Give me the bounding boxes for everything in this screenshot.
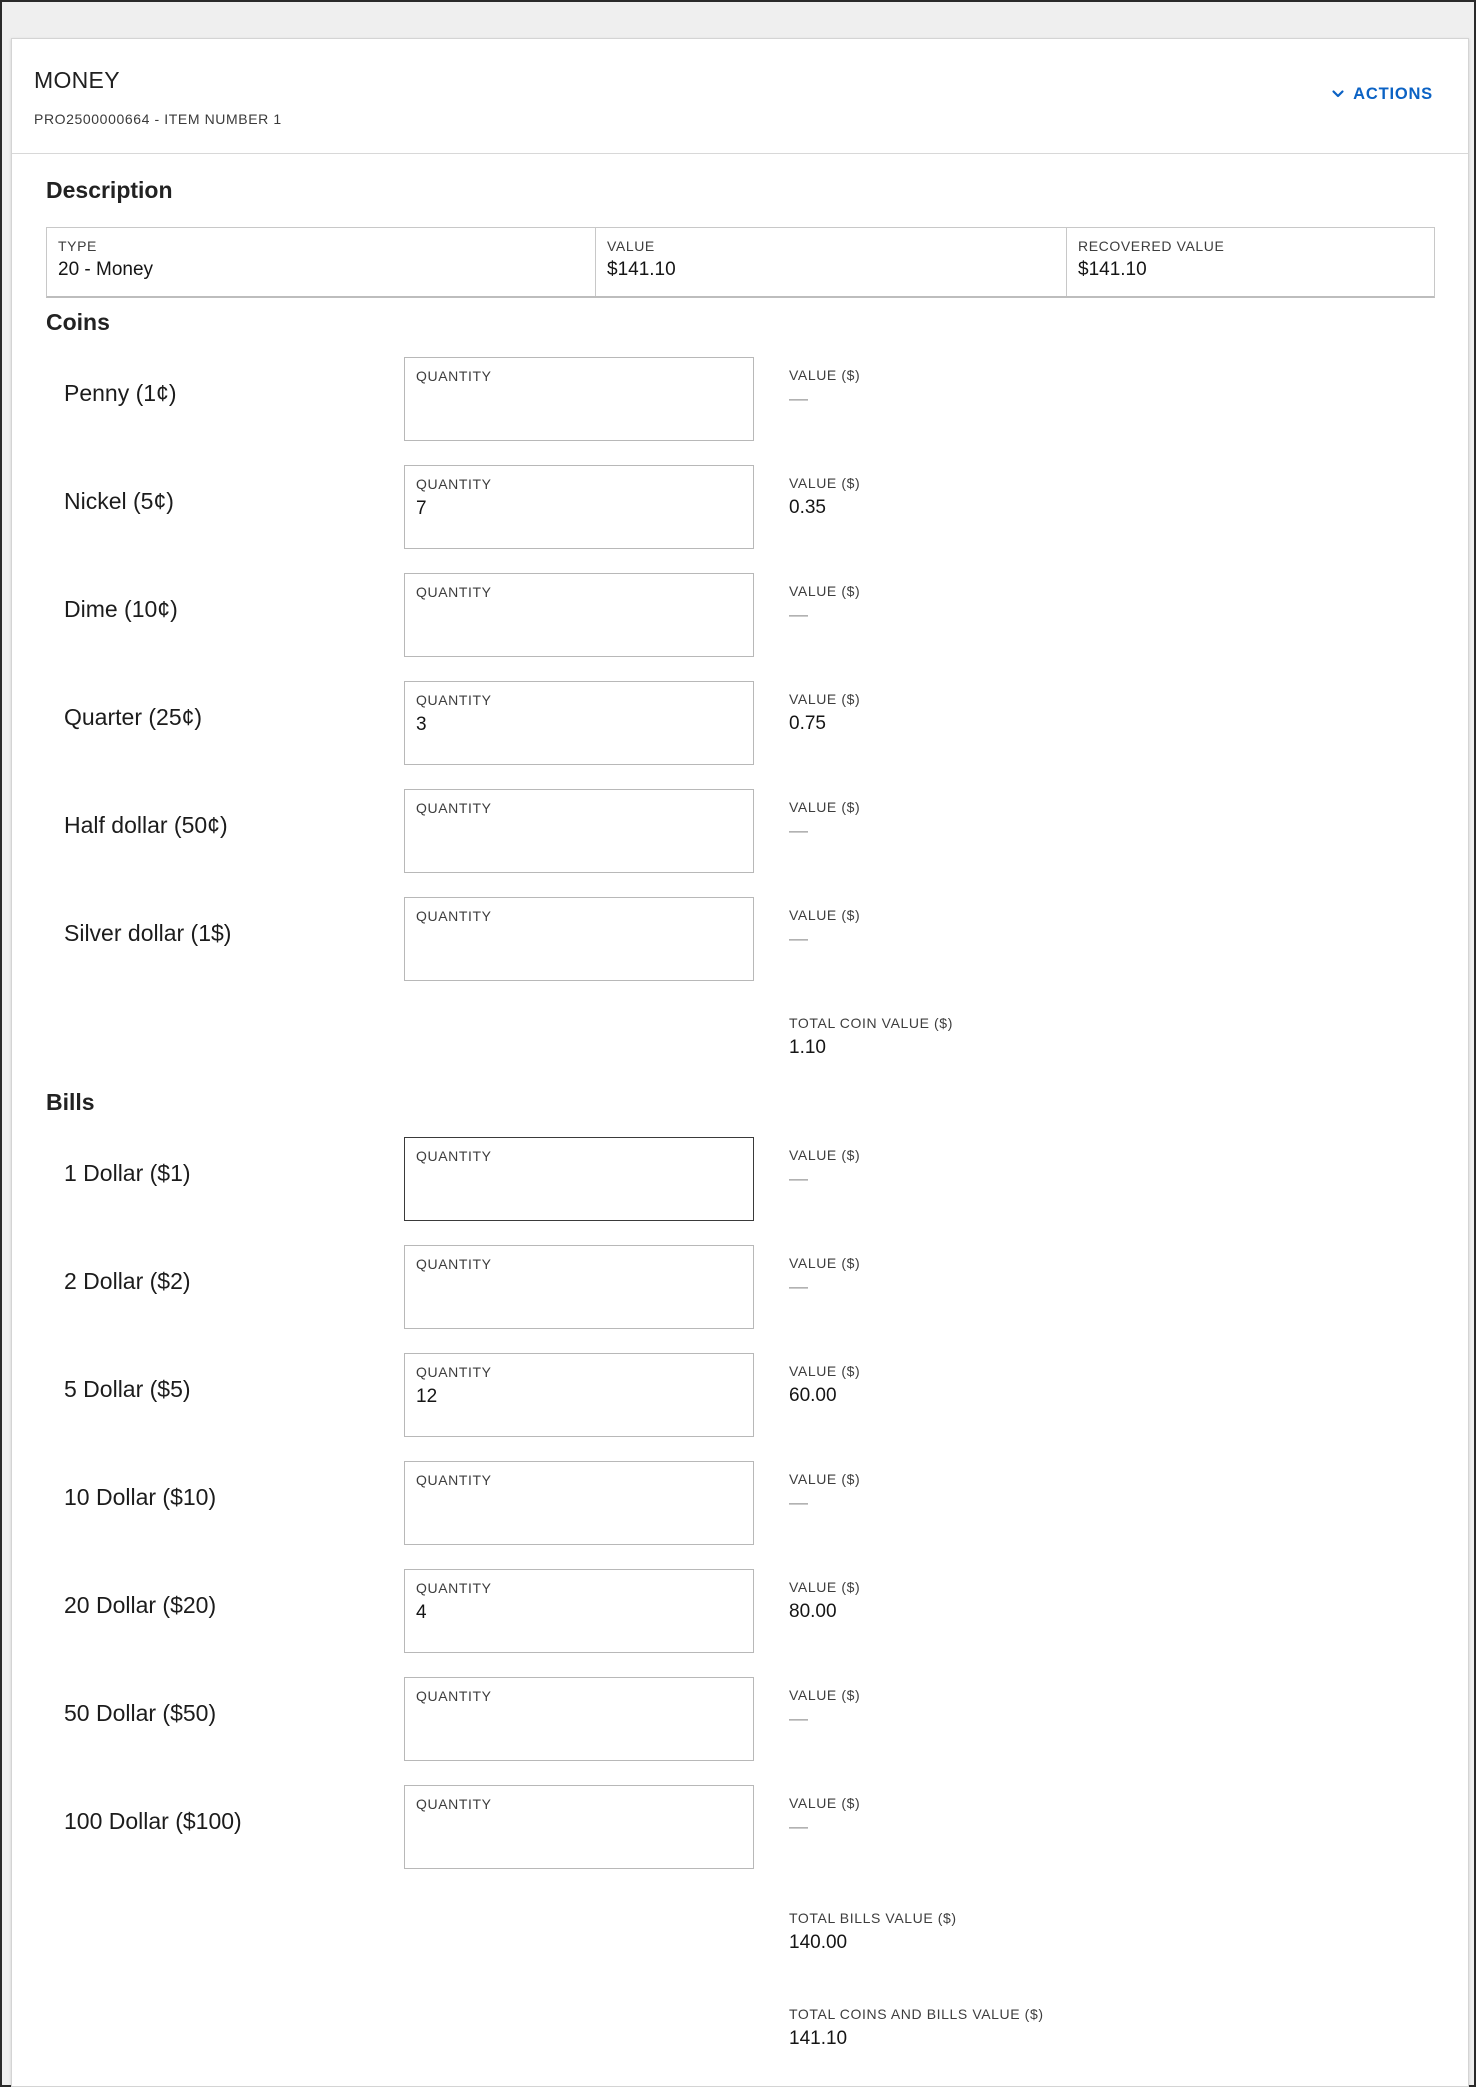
denomination-label: Quarter (25¢) <box>64 704 203 730</box>
value-label: VALUE ($) <box>789 367 861 383</box>
quantity-label: QUANTITY <box>416 1148 492 1164</box>
denomination-label: 100 Dollar ($100) <box>64 1808 242 1834</box>
denomination-label: 50 Dollar ($50) <box>64 1700 217 1726</box>
bills-heading: Bills <box>46 1089 95 1115</box>
value-column <box>789 1363 860 1407</box>
quantity-label: QUANTITY <box>416 476 492 492</box>
quantity-label: QUANTITY <box>416 1796 492 1812</box>
20-dollar-quantity-input[interactable] <box>404 1569 754 1653</box>
quantity-label: QUANTITY <box>416 1580 492 1596</box>
denomination-label: Silver dollar (1$) <box>64 920 232 946</box>
quarter-quantity-input[interactable] <box>404 681 754 765</box>
value-amount: 80.00 <box>789 1601 837 1622</box>
bill-row-20-dollar <box>12 1569 1468 1653</box>
total-bills-amount: 140.00 <box>789 1932 848 1953</box>
actions-button[interactable] <box>1331 79 1433 109</box>
denomination-label: Half dollar (50¢) <box>64 812 228 838</box>
page-title: MONEY <box>34 67 120 93</box>
50-dollar-quantity-input[interactable] <box>404 1677 754 1761</box>
value-amount: — <box>789 1709 808 1730</box>
value-amount: — <box>789 1493 808 1514</box>
value-column <box>789 1795 860 1839</box>
2-dollar-quantity-input[interactable] <box>404 1245 754 1329</box>
coin-row-quarter <box>12 681 1468 765</box>
quantity-value <box>416 1494 742 1518</box>
quantity-value <box>416 1170 742 1194</box>
total-coin-amount: 1.10 <box>789 1037 826 1058</box>
quantity-value: 4 <box>416 1602 427 1623</box>
value-label: VALUE ($) <box>789 1147 861 1163</box>
denomination-label: 1 Dollar ($1) <box>64 1160 191 1186</box>
value-amount: — <box>789 1169 808 1190</box>
quantity-value <box>416 1710 742 1734</box>
denomination-label: 5 Dollar ($5) <box>64 1376 191 1402</box>
recovered-value-label: RECOVERED VALUE <box>1078 238 1225 254</box>
recovered-value-value: $141.10 <box>1078 259 1147 280</box>
nickel-quantity-input[interactable] <box>404 465 754 549</box>
type-cell <box>47 228 595 296</box>
value-amount: — <box>789 605 808 626</box>
value-column <box>789 799 860 843</box>
description-heading: Description <box>46 177 173 203</box>
value-label: VALUE ($) <box>789 1363 861 1379</box>
dime-quantity-input[interactable] <box>404 573 754 657</box>
chevron-down-icon <box>1331 87 1345 101</box>
actions-label: ACTIONS <box>1353 84 1433 103</box>
value-label: VALUE <box>607 238 655 254</box>
value-column <box>789 691 860 735</box>
quantity-value <box>416 822 742 846</box>
quantity-label: QUANTITY <box>416 692 492 708</box>
quantity-label: QUANTITY <box>416 1688 492 1704</box>
denomination-label: 2 Dollar ($2) <box>64 1268 191 1294</box>
grand-total-label: TOTAL COINS AND BILLS VALUE ($) <box>789 2006 1044 2022</box>
quantity-label: QUANTITY <box>416 908 492 924</box>
value-label: VALUE ($) <box>789 691 861 707</box>
value-column <box>789 1147 860 1191</box>
1-dollar-quantity-input[interactable] <box>404 1137 754 1221</box>
quantity-label: QUANTITY <box>416 1364 492 1380</box>
denomination-label: Dime (10¢) <box>64 596 178 622</box>
value-column <box>789 1579 860 1623</box>
value-amount: 0.35 <box>789 497 826 518</box>
denomination-label: 10 Dollar ($10) <box>64 1484 217 1510</box>
coins-heading: Coins <box>46 309 110 335</box>
value-column <box>789 1255 860 1299</box>
quantity-value: 7 <box>416 498 427 519</box>
quantity-label: QUANTITY <box>416 1256 492 1272</box>
quantity-value <box>416 606 742 630</box>
value-amount: — <box>789 389 808 410</box>
value-label: VALUE ($) <box>789 1471 861 1487</box>
bill-row-50-dollar <box>12 1677 1468 1761</box>
denomination-label: 20 Dollar ($20) <box>64 1592 217 1618</box>
value-label: VALUE ($) <box>789 799 861 815</box>
grand-total-amount: 141.10 <box>789 2028 848 2049</box>
value-amount: 60.00 <box>789 1385 837 1406</box>
half-dollar-quantity-input[interactable] <box>404 789 754 873</box>
denomination-label: Penny (1¢) <box>64 380 177 406</box>
type-label: TYPE <box>58 238 97 254</box>
value-label: VALUE ($) <box>789 1579 861 1595</box>
value-label: VALUE ($) <box>789 1687 861 1703</box>
quantity-label: QUANTITY <box>416 1472 492 1488</box>
total-bills-label: TOTAL BILLS VALUE ($) <box>789 1910 957 1926</box>
total-bills-value <box>789 1910 957 1954</box>
coin-row-penny <box>12 357 1468 441</box>
value-amount: — <box>789 821 808 842</box>
value-amount: — <box>789 1277 808 1298</box>
value-cell <box>595 228 1066 296</box>
coin-row-nickel <box>12 465 1468 549</box>
recovered-value-cell <box>1066 228 1434 296</box>
silver-dollar-quantity-input[interactable] <box>404 897 754 981</box>
bill-row-2-dollar <box>12 1245 1468 1329</box>
value-column <box>789 1471 860 1515</box>
value-label: VALUE ($) <box>789 583 861 599</box>
value-column <box>789 475 860 519</box>
value-label: VALUE ($) <box>789 1255 861 1271</box>
quantity-value: 3 <box>416 714 427 735</box>
total-coins-and-bills-value <box>789 2006 1044 2050</box>
quantity-value <box>416 1818 742 1842</box>
bill-row-10-dollar <box>12 1461 1468 1545</box>
value-label: VALUE ($) <box>789 907 861 923</box>
5-dollar-quantity-input[interactable] <box>404 1353 754 1437</box>
value-column <box>789 1687 860 1731</box>
quantity-value: 12 <box>416 1386 438 1407</box>
value-column <box>789 907 860 951</box>
coin-row-silver-dollar <box>12 897 1468 981</box>
value-label: VALUE ($) <box>789 475 861 491</box>
money-item-card <box>11 38 1469 2087</box>
bill-row-100-dollar <box>12 1785 1468 1869</box>
coin-row-half-dollar <box>12 789 1468 873</box>
quantity-value <box>416 930 742 954</box>
total-coin-value <box>789 1015 953 1059</box>
quantity-label: QUANTITY <box>416 584 492 600</box>
quantity-label: QUANTITY <box>416 800 492 816</box>
value-amount: — <box>789 929 808 950</box>
quantity-value <box>416 1278 742 1302</box>
card-header <box>12 39 1468 154</box>
item-subtitle: PRO2500000664 - ITEM NUMBER 1 <box>34 111 282 127</box>
quantity-value <box>416 390 742 414</box>
value-amount: — <box>789 1817 808 1838</box>
denomination-label: Nickel (5¢) <box>64 488 174 514</box>
value-column <box>789 583 860 627</box>
quantity-label: QUANTITY <box>416 368 492 384</box>
type-value: 20 - Money <box>58 259 154 280</box>
description-table <box>46 227 1435 298</box>
penny-quantity-input[interactable] <box>404 357 754 441</box>
value-label: VALUE ($) <box>789 1795 861 1811</box>
value-amount: 0.75 <box>789 713 826 734</box>
10-dollar-quantity-input[interactable] <box>404 1461 754 1545</box>
bill-row-5-dollar <box>12 1353 1468 1437</box>
total-coin-label: TOTAL COIN VALUE ($) <box>789 1015 953 1031</box>
bill-row-1-dollar <box>12 1137 1468 1221</box>
coin-row-dime <box>12 573 1468 657</box>
value-value: $141.10 <box>607 259 676 280</box>
value-column <box>789 367 860 411</box>
100-dollar-quantity-input[interactable] <box>404 1785 754 1869</box>
